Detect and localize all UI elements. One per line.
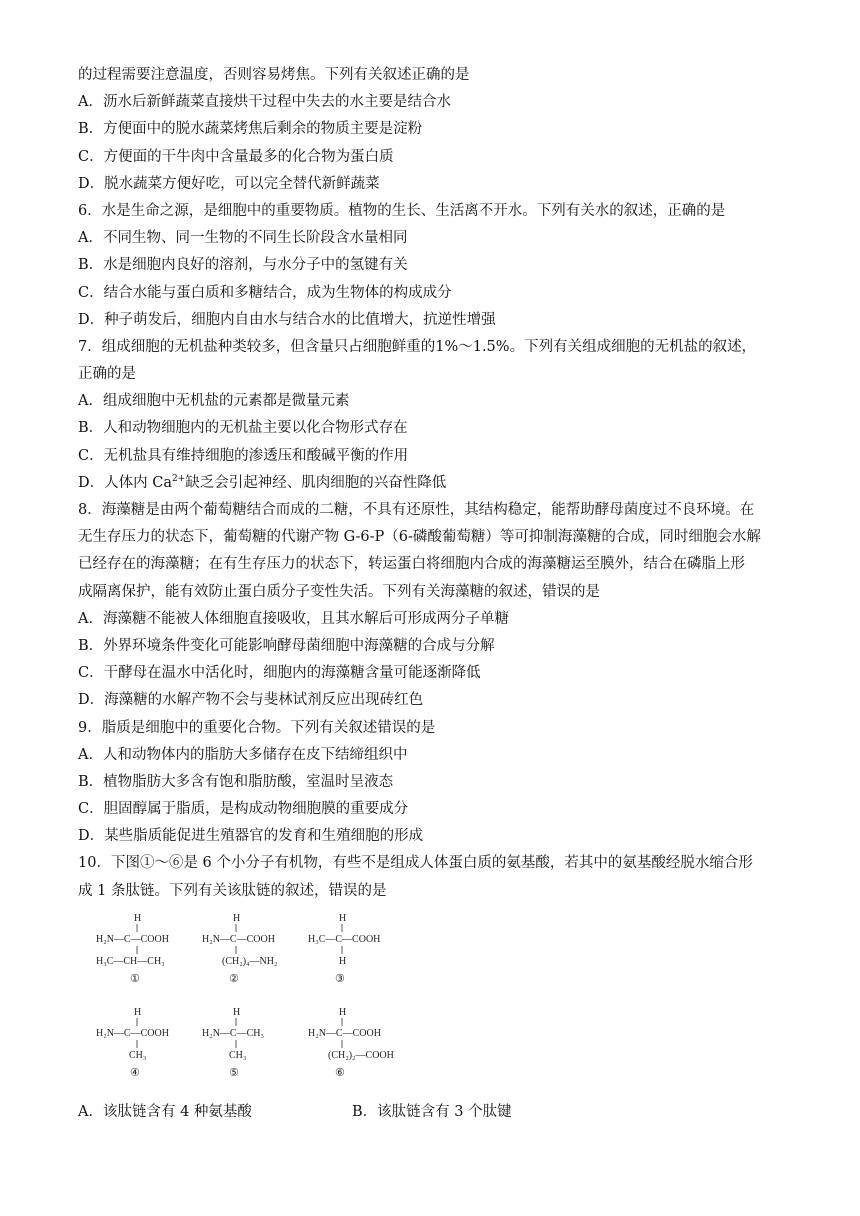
molecule-side: CH₃ bbox=[129, 1049, 147, 1061]
molecule-main: H₃C—C—COOH bbox=[308, 933, 381, 945]
q10-options-row bbox=[78, 1099, 790, 1126]
q8-stem-line4: 成隔离保护，能有效防止蛋白质分子变性失活。下列有关海藻糖的叙述，错误的是 bbox=[78, 583, 600, 600]
molecule-number: ④ bbox=[130, 1066, 140, 1079]
molecule-main: H₂N—C—COOH bbox=[308, 1027, 381, 1039]
q8-stem-line1: 8．海藻糖是由两个葡萄糖结合而成的二糖，不具有还原性，其结构稳定，能帮助酵母菌度过不良环境。在 bbox=[78, 502, 755, 518]
q6-option-d: D．种子萌发后，细胞内自由水与结合水的比值增大，抗逆性增强 bbox=[78, 311, 496, 328]
molecule-2 bbox=[202, 909, 312, 997]
q9-option-a: A．人和动物体内的脂肪大多储存在皮下结缔组织中 bbox=[78, 746, 408, 763]
molecule-main: H₂N—C—COOH bbox=[96, 933, 169, 945]
q5-option-c: C．方便面的干牛肉中含量最多的化合物为蛋白质 bbox=[78, 148, 394, 165]
molecule-number: ① bbox=[130, 972, 140, 985]
exam-page bbox=[78, 62, 790, 1126]
molecule-top: H bbox=[233, 912, 241, 924]
molecule-top: H bbox=[134, 1006, 142, 1018]
q8-option-a: A．海藻糖不能被人体细胞直接吸收，且其水解后可形成两分子单糖 bbox=[78, 610, 509, 627]
q6-option-a: A．不同生物、同一生物的不同生长阶段含水量相同 bbox=[78, 230, 408, 247]
q10-stem-line2: 成 1 条肽链。下列有关该肽链的叙述，错误的是 bbox=[78, 882, 387, 899]
molecule-figure bbox=[78, 907, 790, 1097]
molecule-6 bbox=[308, 1003, 418, 1091]
molecule-number: ③ bbox=[335, 972, 345, 985]
molecule-4 bbox=[96, 1003, 206, 1091]
q6-option-c: C．结合水能与蛋白质和多糖结合，成为生物体的构成成分 bbox=[78, 284, 452, 301]
q7-option-d bbox=[78, 470, 790, 497]
q7-option-d-prefix: D．人体内 Ca bbox=[78, 474, 172, 491]
q9-stem: 9．脂质是细胞中的重要化合物。下列有关叙述错误的是 bbox=[78, 719, 436, 736]
molecule-side: (CH₂)₄—NH₂ bbox=[222, 955, 278, 967]
q10-option-b: B．该肽链含有 3 个肽键 bbox=[352, 1103, 512, 1120]
q7-option-a: A．组成细胞中无机盐的元素都是微量元素 bbox=[78, 393, 350, 410]
q10-option-a: A．该肽链含有 4 种氨基酸 bbox=[78, 1103, 252, 1120]
molecule-number: ② bbox=[229, 972, 239, 985]
molecule-side: CH₃ bbox=[229, 1049, 247, 1061]
q9-option-b: B．植物脂肪大多含有饱和脂肪酸，室温时呈液态 bbox=[78, 773, 394, 790]
q7-option-b: B．人和动物细胞内的无机盐主要以化合物形式存在 bbox=[78, 420, 408, 437]
q9-option-d: D．某些脂质能促进生殖器官的发育和生殖细胞的形成 bbox=[78, 828, 424, 845]
molecule-top: H bbox=[339, 912, 347, 924]
q6-option-b: B．水是细胞内良好的溶剂，与水分子中的氢键有关 bbox=[78, 257, 408, 274]
molecule-side: H bbox=[339, 955, 347, 967]
q10-stem-line1: 10．下图①～⑥是 6 个小分子有机物，有些不是组成人体蛋白质的氨基酸，若其中的氨基酸经脱水缩合形 bbox=[78, 855, 753, 872]
q5-option-d: D．脱水蔬菜方便好吃，可以完全替代新鲜蔬菜 bbox=[78, 175, 380, 192]
q5-stem-tail: 的过程需要注意温度，否则容易烤焦。下列有关叙述正确的是 bbox=[78, 67, 470, 83]
molecule-top: H bbox=[339, 1006, 347, 1018]
molecule-side: H₃C—CH—CH₃ bbox=[96, 955, 165, 967]
q8-option-b: B．外界环境条件变化可能影响酵母菌细胞中海藻糖的合成与分解 bbox=[78, 637, 495, 654]
molecule-number: ⑤ bbox=[229, 1066, 239, 1079]
q8-stem-line3: 已经存在的海藻糖；在有生存压力的状态下，转运蛋白将细胞内合成的海藻糖运至膜外，结合在磷脂上形 bbox=[78, 556, 745, 573]
q8-option-c: C．干酵母在温水中活化时，细胞内的海藻糖含量可能逐渐降低 bbox=[78, 665, 481, 682]
q5-option-a: A．沥水后新鲜蔬菜直接烘干过程中失去的水主要是结合水 bbox=[78, 94, 451, 111]
molecule-main: H₂N—C—COOH bbox=[96, 1027, 169, 1039]
molecule-side: (CH₂)₂—COOH bbox=[328, 1049, 394, 1061]
molecule-top: H bbox=[134, 912, 142, 924]
molecule-5 bbox=[202, 1003, 312, 1091]
q7-stem-line2: 正确的是 bbox=[78, 366, 136, 383]
molecule-1 bbox=[96, 909, 206, 997]
molecule-main: H₂N—C—CH₃ bbox=[202, 1027, 264, 1039]
molecule-number: ⑥ bbox=[335, 1066, 345, 1079]
molecule-main: H₂N—C—COOH bbox=[202, 933, 275, 945]
q8-stem-line2: 无生存压力的状态下，葡萄糖的代谢产物 G-6-P（6-磷酸葡萄糖）等可抑制海藻糖的合成，同时细胞会水解 bbox=[78, 529, 761, 546]
q7-stem-line1: 7．组成细胞的无机盐种类较多，但含量只占细胞鲜重的1%～1.5%。下列有关组成细胞的无机盐的叙述， bbox=[78, 338, 757, 355]
molecule-3 bbox=[308, 909, 418, 997]
molecule-top: H bbox=[233, 1006, 241, 1018]
q5-option-b: B．方便面中的脱水蔬菜烤焦后剩余的物质主要是淀粉 bbox=[78, 121, 423, 138]
q7-option-d-suffix: 缺乏会引起神经、肌肉细胞的兴奋性降低 bbox=[185, 474, 447, 491]
q6-stem: 6．水是生命之源，是细胞中的重要物质。植物的生长、生活离不开水。下列有关水的叙述，正确的是 bbox=[78, 202, 726, 219]
q9-option-c: C．胆固醇属于脂质，是构成动物细胞膜的重要成分 bbox=[78, 801, 409, 818]
q8-option-d: D．海藻糖的水解产物不会与斐林试剂反应出现砖红色 bbox=[78, 692, 424, 709]
q7-option-c: C．无机盐具有维持细胞的渗透压和酸碱平衡的作用 bbox=[78, 447, 409, 464]
q7-option-d-sup: 2+ bbox=[171, 473, 186, 484]
